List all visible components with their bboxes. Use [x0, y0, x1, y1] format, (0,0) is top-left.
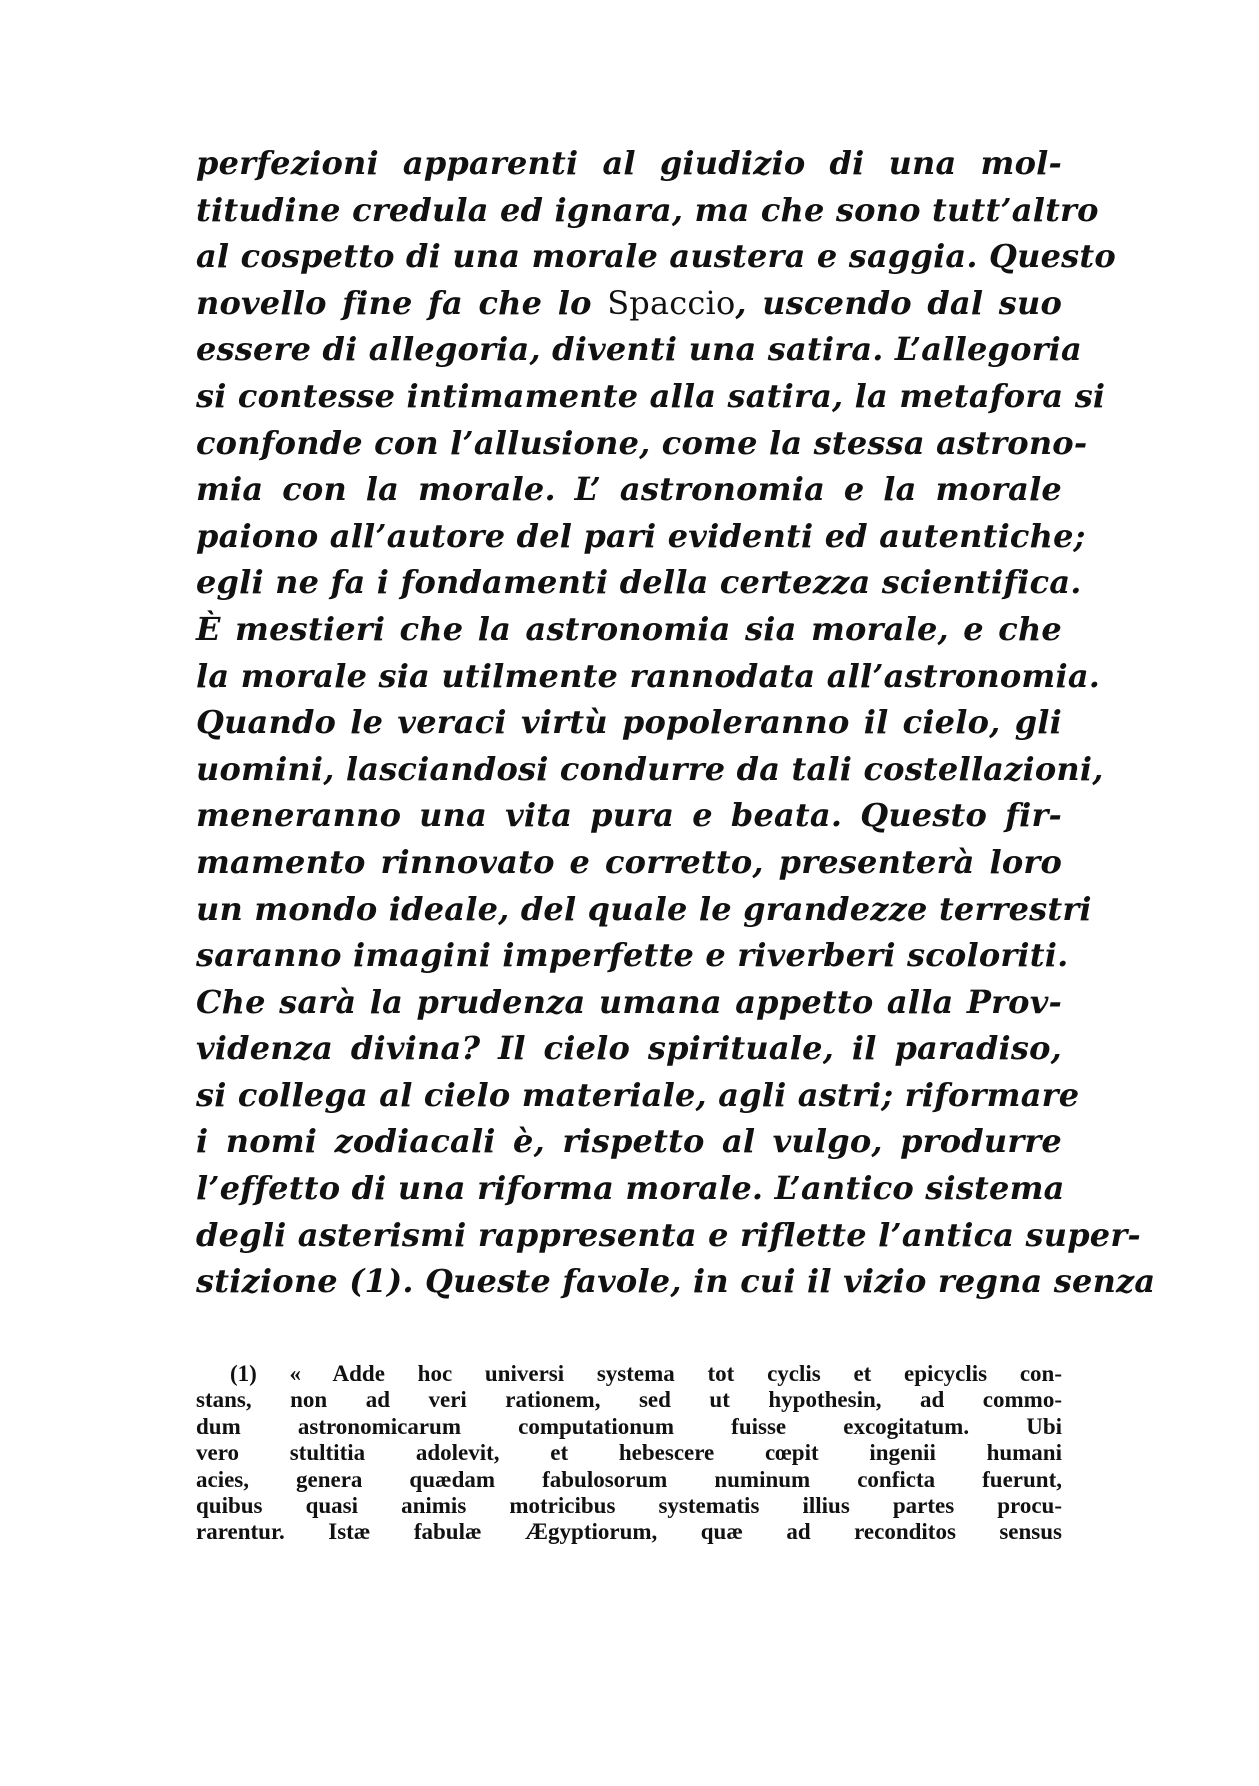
text-line: al cospetto di una morale austera e saggia. Questo: [196, 237, 1116, 276]
text-line: stizione (1). Queste favole, in cui il vizio regna senza: [196, 1262, 1156, 1301]
text-line: essere di allegoria, diventi una satira. L’allegoria: [196, 330, 1082, 369]
main-text-body: [196, 140, 1156, 1305]
footnote-line: rarentur. Istæ fabulæ Ægyptiorum, quæ ad reconditos sensus: [196, 1519, 1062, 1545]
text-segment: novello fine fa che lo: [196, 283, 608, 322]
text-line: i nomi zodiacali è, rispetto al vulgo, produrre: [196, 1122, 1062, 1161]
text-line: [196, 280, 1062, 327]
text-line: confonde con l’allusione, come la stessa astrono-: [196, 423, 1088, 462]
text-line: si contesse intimamente alla satira, la metafora si: [196, 376, 1106, 415]
work-title: Spaccio: [607, 283, 736, 322]
text-line: Quando le veraci virtù popoleranno il cielo, gli: [196, 703, 1062, 742]
text-segment: , uscendo dal suo: [735, 283, 1062, 322]
footnote-line: (1) « Adde hoc universi systema tot cyclis et epicyclis con-: [230, 1361, 1062, 1386]
footnote-line: acies, genera quædam fabulosorum numinum conficta fuerunt,: [196, 1466, 1062, 1492]
text-line: titudine credula ed ignara, ma che sono tutt’altro: [196, 190, 1099, 229]
footnote: [196, 1361, 1062, 1546]
text-line: saranno imagini imperfette e riverberi scoloriti.: [196, 936, 1069, 975]
footnote-line: dum astronomicarum computationum fuisse excogitatum. Ubi: [196, 1413, 1062, 1439]
text-line: l’effetto di una riforma morale. L’antico sistema: [196, 1169, 1065, 1208]
text-line: si collega al cielo materiale, agli astri; riformare: [196, 1075, 1080, 1114]
text-line: egli ne fa i fondamenti della certezza scientifica.: [196, 563, 1082, 602]
text-line: Che sarà la prudenza umana appetto alla Prov-: [196, 982, 1062, 1021]
text-line: paiono all’autore del pari evidenti ed autentiche;: [196, 516, 1086, 555]
text-line: uomini, lasciandosi condurre da tali costellazioni,: [196, 749, 1104, 788]
text-line: la morale sia utilmente rannodata all’astronomia.: [196, 656, 1101, 695]
text-line: È mestieri che la astronomia sia morale, e che: [196, 609, 1062, 648]
text-line: mamento rinnovato e corretto, presenterà loro: [196, 842, 1062, 881]
text-line: meneranno una vita pura e beata. Questo fir-: [196, 796, 1062, 835]
footnote-line: vero stultitia adolevit, et hebescere cœpit ingenii humani: [196, 1440, 1062, 1466]
text-line: perfezioni apparenti al giudizio di una mol-: [196, 144, 1062, 182]
text-line: videnza divina? Il cielo spirituale, il paradiso,: [196, 1029, 1062, 1068]
text-line: degli asterismi rappresenta e riflette l’antica super-: [196, 1215, 1141, 1254]
text-line: mia con la morale. L’ astronomia e la morale: [196, 470, 1062, 509]
footnote-line: stans, non ad veri rationem, sed ut hypothesin, ad commo-: [196, 1387, 1062, 1413]
text-line: un mondo ideale, del quale le grandezze terrestri: [196, 889, 1092, 928]
footnote-line: quibus quasi animis motricibus systematis illius partes procu-: [196, 1492, 1062, 1518]
